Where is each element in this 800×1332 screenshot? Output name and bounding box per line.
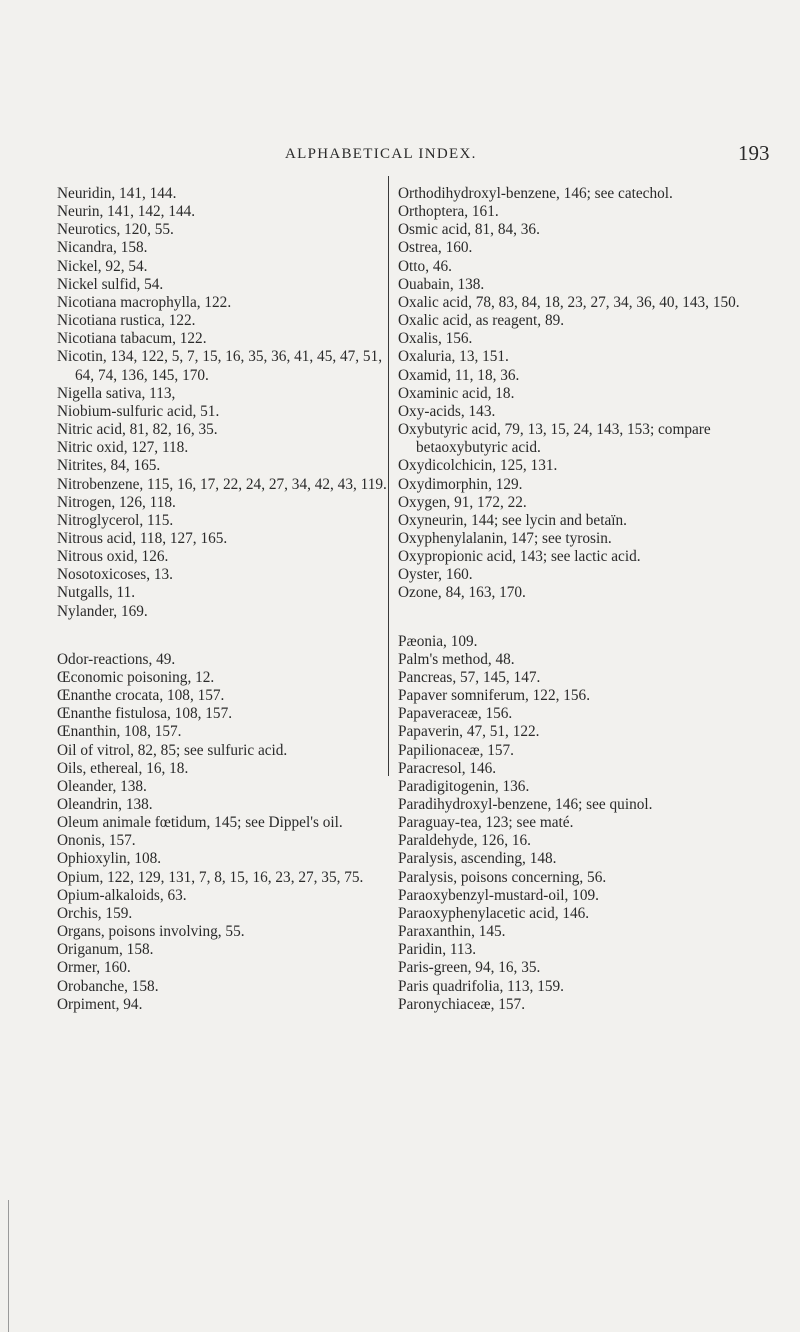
index-entry: Ononis, 157. bbox=[57, 832, 136, 850]
index-entry: Oleandrin, 138. bbox=[57, 796, 153, 813]
index-entry: Paris-green, 94, 16, 35. bbox=[398, 959, 541, 977]
index-entry: Nutgalls, 11. bbox=[57, 584, 136, 602]
index-entry: Orthodihydroxyl-benzene, 146; see catechol. bbox=[398, 185, 673, 202]
index-entry: Oils, ethereal, 16, 18. bbox=[57, 759, 189, 777]
index-entry: Papaveraceæ, 156. bbox=[398, 705, 513, 723]
index-column-right bbox=[398, 185, 746, 1014]
index-entry: Nitrous acid, 118, 127, 165. bbox=[57, 529, 228, 547]
index-entry: Paraoxybenzyl-mustard-oil, 109. bbox=[398, 886, 599, 904]
index-entry: Oxalic acid, 78, 83, 84, 18, 23, 27, 34, 36, 40, 143, 150. bbox=[398, 293, 740, 311]
index-entry: Oleander, 138. bbox=[57, 777, 147, 795]
index-group-o bbox=[57, 651, 399, 1014]
index-entry: Paradihydroxyl-benzene, 146; see quinol. bbox=[398, 796, 653, 813]
index-entry: Oxy-acids, 143. bbox=[398, 402, 496, 420]
index-entry: Neurin, 141, 142, 144. bbox=[57, 203, 196, 221]
index-entry: Œnanthe crocata, 108, 157. bbox=[57, 687, 225, 705]
index-entry: Nigella sativa, 113, bbox=[57, 384, 176, 402]
index-entry: Oxaminic acid, 18. bbox=[398, 384, 515, 402]
index-entry: Oxygen, 91, 172, 22. bbox=[398, 493, 527, 511]
index-group-p bbox=[398, 633, 746, 1014]
index-entry: Nicandra, 158. bbox=[57, 239, 148, 257]
index-column-left bbox=[57, 185, 399, 1014]
index-group-n bbox=[57, 185, 399, 621]
index-entry: Papaverin, 47, 51, 122. bbox=[398, 723, 540, 741]
index-entry: Paraldehyde, 126, 16. bbox=[398, 832, 531, 850]
page-number: 193 bbox=[738, 141, 770, 165]
running-header bbox=[0, 141, 800, 170]
index-entry: Odor-reactions, 49. bbox=[57, 650, 176, 668]
index-entry: Nickel, 92, 54. bbox=[57, 257, 148, 275]
index-entry: Oxyneurin, 144; see lycin and betaïn. bbox=[398, 511, 627, 529]
index-entry: Nickel sulfid, 54. bbox=[57, 275, 164, 293]
index-entry: Paradigitogenin, 136. bbox=[398, 777, 530, 795]
index-entry: Œnanthe fistulosa, 108, 157. bbox=[57, 705, 233, 723]
index-entry: Orthoptera, 161. bbox=[398, 203, 499, 221]
group-gap bbox=[398, 603, 746, 633]
index-entry: Oil of vitrol, 82, 85; see sulfuric acid. bbox=[57, 741, 288, 759]
index-entry: Otto, 46. bbox=[398, 257, 452, 275]
index-entry: Nicotiana tabacum, 122. bbox=[57, 330, 207, 348]
index-entry: Oxamid, 11, 18, 36. bbox=[398, 366, 520, 384]
index-entry: Oxalic acid, as reagent, 89. bbox=[398, 312, 565, 330]
column-divider bbox=[388, 176, 389, 776]
index-entry: Origanum, 158. bbox=[57, 941, 154, 959]
index-entry: Ostrea, 160. bbox=[398, 239, 473, 257]
index-entry: Nitrites, 84, 165. bbox=[57, 457, 161, 475]
index-entry: Paronychiaceæ, 157. bbox=[398, 995, 526, 1013]
index-entry: Oxydicolchicin, 125, 131. bbox=[398, 457, 558, 475]
index-entry: Ouabain, 138. bbox=[398, 275, 485, 293]
index-entry: Opium-alkaloids, 63. bbox=[57, 886, 187, 904]
index-entry: Palm's method, 48. bbox=[398, 650, 515, 668]
index-entry: Nitric acid, 81, 82, 16, 35. bbox=[57, 421, 218, 439]
index-entry: Oxypropionic acid, 143; see lactic acid. bbox=[398, 548, 641, 566]
index-entry: Opium, 122, 129, 131, 7, 8, 15, 16, 23, 27, 35, 75. bbox=[57, 868, 364, 886]
index-entry: Nitrous oxid, 126. bbox=[57, 548, 169, 566]
index-entry: Oxyphenylalanin, 147; see tyrosin. bbox=[398, 529, 612, 547]
index-entry: Papaver somniferum, 122, 156. bbox=[398, 687, 591, 705]
index-entry: Pæonia, 109. bbox=[398, 632, 478, 650]
index-entry: Paracresol, 146. bbox=[398, 759, 497, 777]
index-entry: Nicotiana macrophylla, 122. bbox=[57, 293, 232, 311]
index-entry: Paraoxyphenylacetic acid, 146. bbox=[398, 904, 590, 922]
index-entry: Nitric oxid, 127, 118. bbox=[57, 439, 189, 457]
index-entry: Orpiment, 94. bbox=[57, 995, 143, 1013]
group-gap bbox=[57, 621, 399, 651]
index-entry: Paralysis, poisons concerning, 56. bbox=[398, 868, 607, 886]
index-entry: Orchis, 159. bbox=[57, 904, 133, 922]
index-entry: Oxalis, 156. bbox=[398, 330, 473, 348]
index-entry: Oyster, 160. bbox=[398, 566, 473, 584]
page-title: ALPHABETICAL INDEX. bbox=[285, 146, 477, 162]
index-entry: Oxydimorphin, 129. bbox=[398, 475, 523, 493]
index-entry: Ozone, 84, 163, 170. bbox=[398, 584, 526, 602]
index-entry: Neurotics, 120, 55. bbox=[57, 221, 174, 239]
index-entry: Paridin, 113. bbox=[398, 941, 477, 959]
index-entry: Nosotoxicoses, 13. bbox=[57, 566, 173, 584]
index-entry: Ormer, 160. bbox=[57, 959, 131, 977]
index-entry: Organs, poisons involving, 55. bbox=[57, 923, 245, 941]
index-entry: Osmic acid, 81, 84, 36. bbox=[398, 221, 540, 239]
index-entry: Oleum animale fœtidum, 145; see Dippel's oil. bbox=[57, 814, 343, 832]
index-entry: Nicotiana rustica, 122. bbox=[57, 312, 196, 330]
index-entry: Paraguay-tea, 123; see maté. bbox=[398, 814, 574, 832]
index-entry: Nitrobenzene, 115, 16, 17, 22, 24, 27, 34, 42, 43, 119. bbox=[57, 475, 387, 493]
index-entry: Nitrogen, 126, 118. bbox=[57, 493, 176, 511]
index-entry: Niobium-sulfuric acid, 51. bbox=[57, 402, 220, 420]
index-entry: Œnanthin, 108, 157. bbox=[57, 723, 182, 741]
index-entry: Papilionaceæ, 157. bbox=[398, 741, 514, 759]
index-entry: Œconomic poisoning, 12. bbox=[57, 668, 215, 686]
index-entry: Oxaluria, 13, 151. bbox=[398, 348, 509, 366]
index-entry: Nylander, 169. bbox=[57, 602, 148, 620]
index-entry: Paraxanthin, 145. bbox=[398, 923, 506, 941]
index-entry: Neuridin, 141, 144. bbox=[57, 185, 177, 202]
index-entry: Oxybutyric acid, 79, 13, 15, 24, 143, 153; compare betaoxybutyric acid. bbox=[398, 421, 711, 457]
index-entry: Paralysis, ascending, 148. bbox=[398, 850, 557, 868]
index-entry: Pancreas, 57, 145, 147. bbox=[398, 668, 541, 686]
index-entry: Ophioxylin, 108. bbox=[57, 850, 162, 868]
index-entry: Orobanche, 158. bbox=[57, 977, 159, 995]
scan-edge-mark bbox=[8, 1200, 9, 1332]
index-entry: Paris quadrifolia, 113, 159. bbox=[398, 977, 564, 995]
index-entry: Nicotin, 134, 122, 5, 7, 15, 16, 35, 36, 41, 45, 47, 51, 64, 74, 136, 145, 170. bbox=[57, 348, 383, 384]
index-group-o-continued bbox=[398, 185, 746, 603]
index-entry: Nitroglycerol, 115. bbox=[57, 511, 174, 529]
